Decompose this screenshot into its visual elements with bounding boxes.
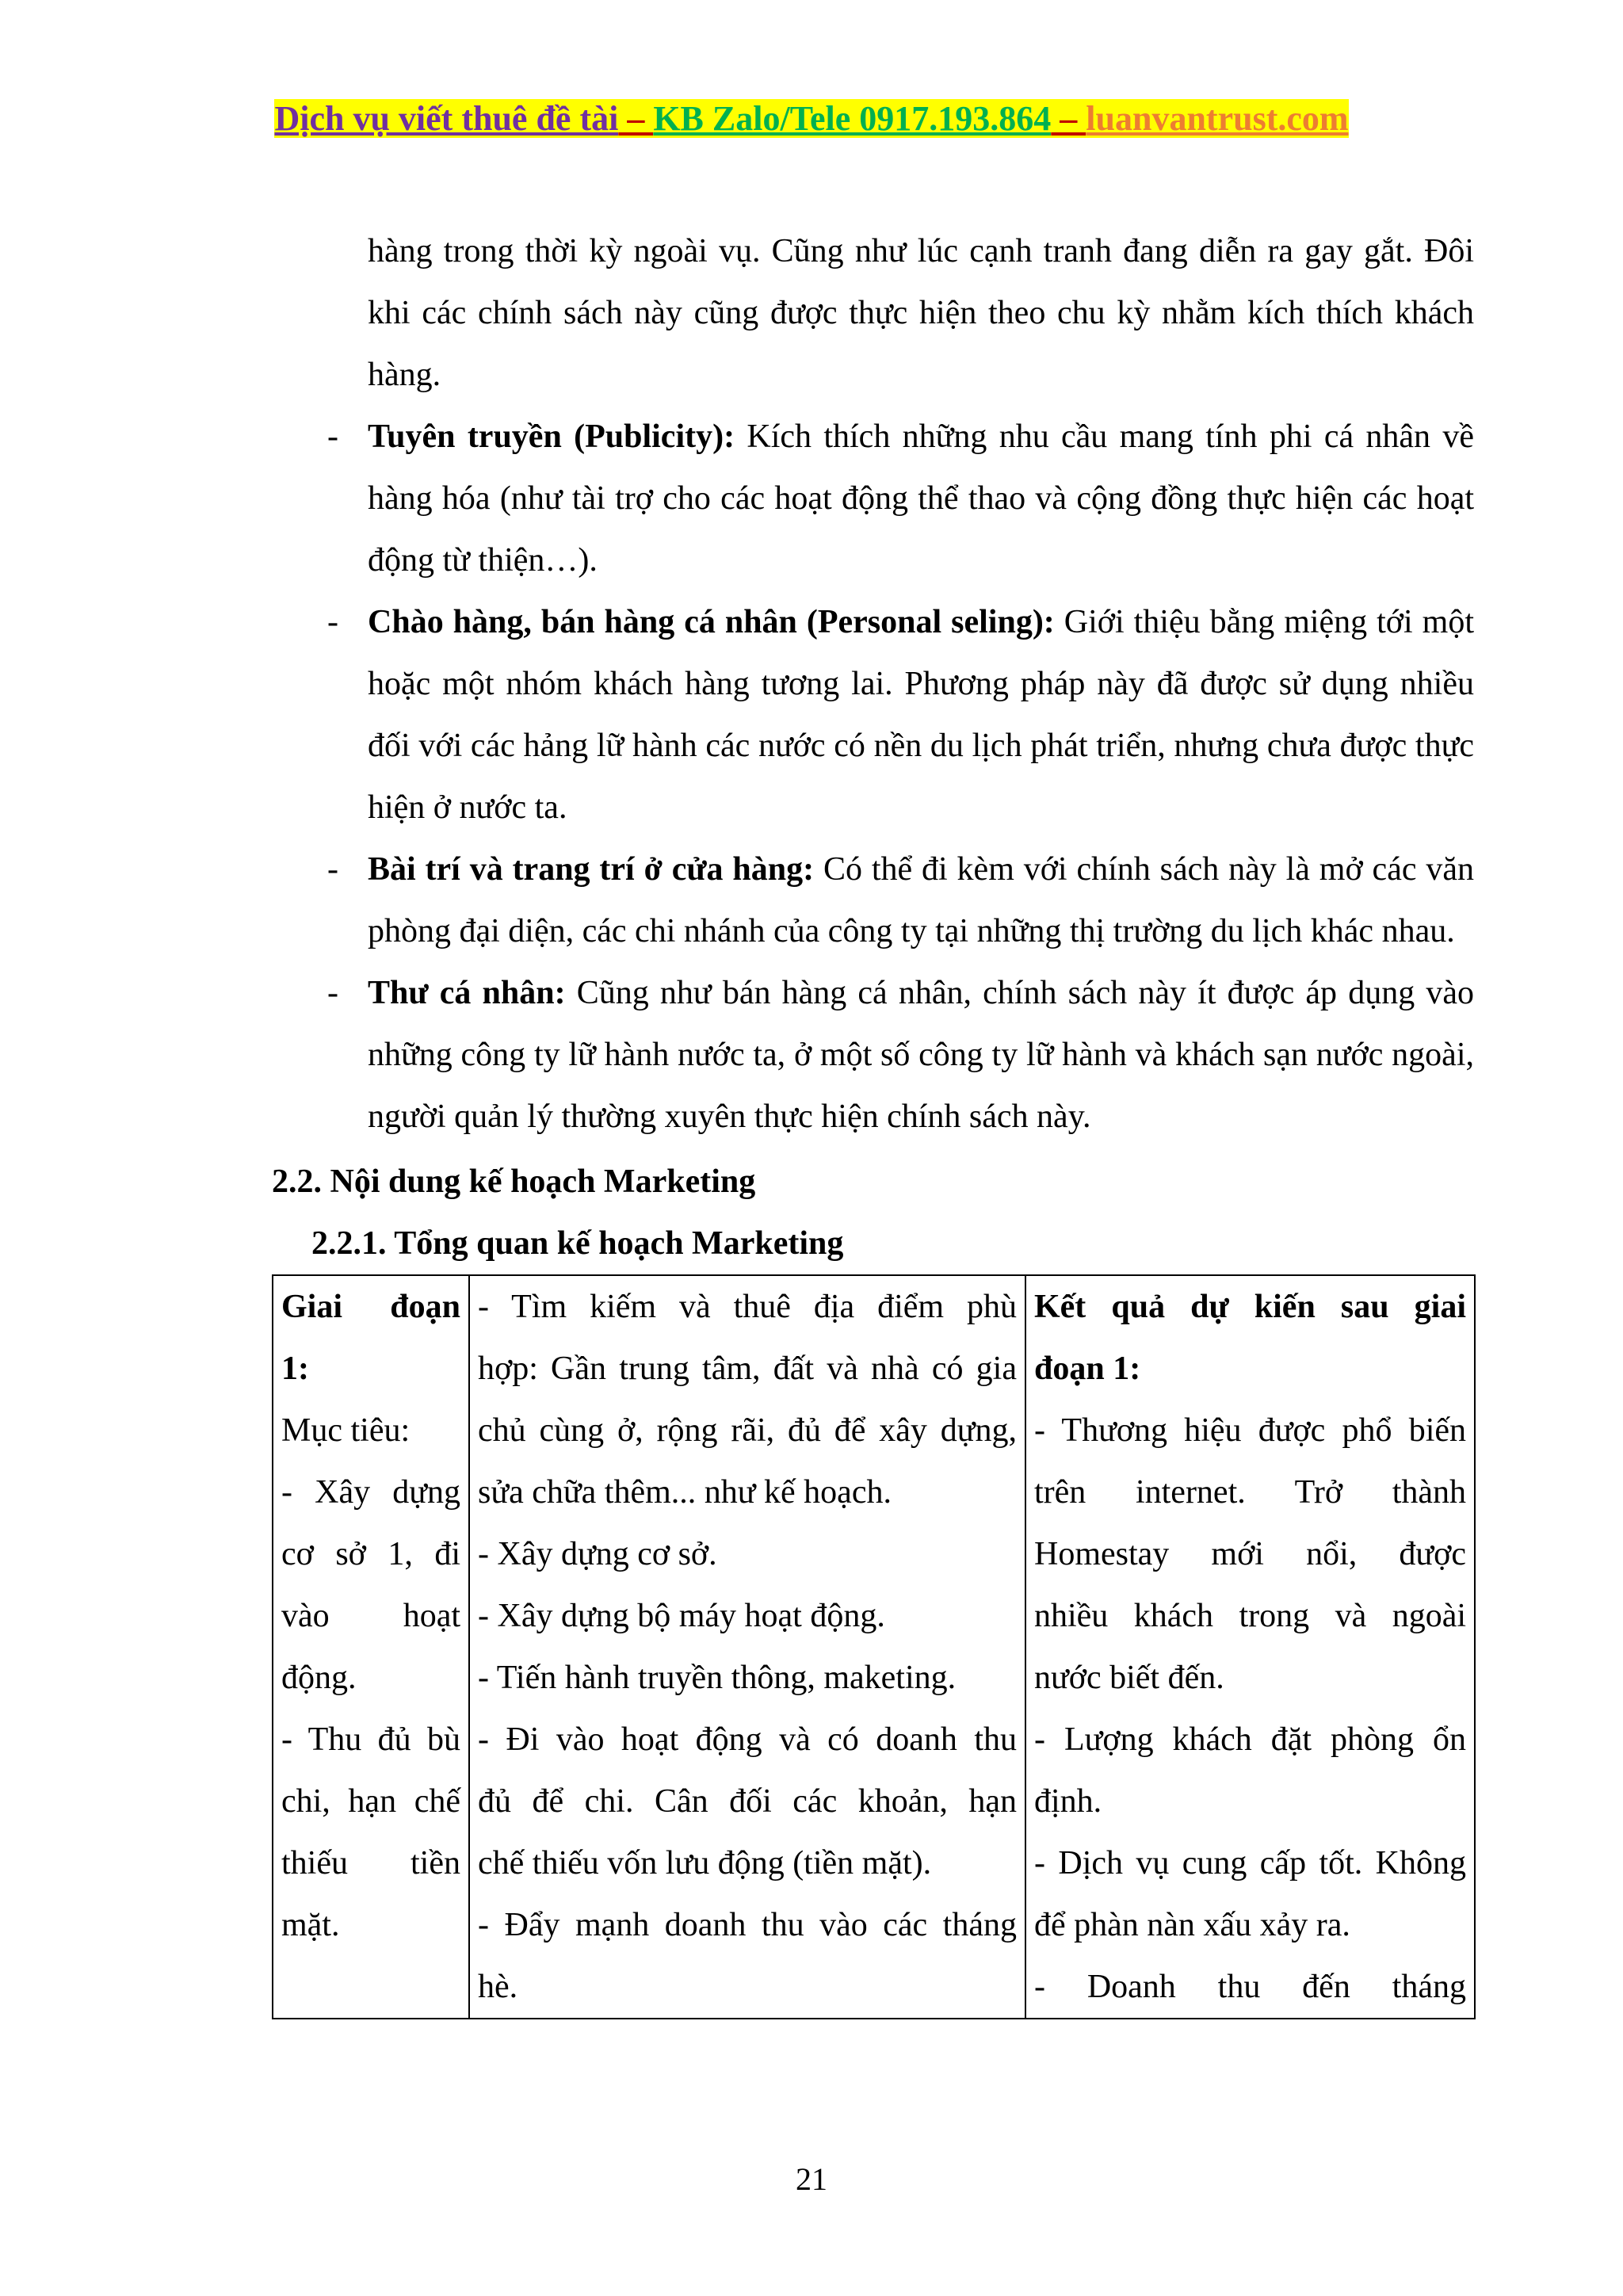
bullet-item <box>272 839 1474 962</box>
bullet-dash: - <box>327 851 338 888</box>
intro-line: Đôi khi các chính sách này cũng được thực hiện theo chu kỳ nhằm kích thích <box>368 233 1475 331</box>
section-heading: 2.2. Nội dung kế hoạch Marketing <box>272 1163 756 1200</box>
bullet-term: Thư cá nhân: <box>368 975 566 1011</box>
cell-line: hợp: Gần trung tâm, đất và nhà có gia <box>478 1350 1017 1387</box>
cell-line: để phàn nàn xấu xảy ra. <box>1034 1907 1350 1943</box>
cell-line: định. <box>1034 1783 1102 1820</box>
bullet-term: Chào hàng, bán hàng cá nhân (Personal seling): <box>368 604 1055 640</box>
header-separator: – <box>618 99 654 138</box>
bullet-text: Cũng như bán hàng cá nhân, chính sách này ít được áp dụng vào những công ty lữ hành nước ta, ở một số công ty lữ hành và khách sạn nước ngoài, người quản lý thường xuyên thực hiện chính sách này. <box>368 975 1475 1135</box>
bullet-item <box>272 406 1474 591</box>
header-website-link[interactable]: luanvantrust.com <box>1086 99 1349 138</box>
bullet-text: Có thể đi kèm với chính sách này là mở các văn phòng đại diện, các chi nhánh của công ty tại những thị trường du lịch khác nhau. <box>368 851 1474 949</box>
cell-line: - Đi vào hoạt động và có doanh thu <box>478 1721 1017 1758</box>
page-number: 21 <box>796 2161 827 2197</box>
bullet-text: Kích thích những nhu cầu mang tính phi cá nhân về hàng hóa (như tài trợ cho các hoạt động thể thao và cộng đồng thực hiện các hoạt động từ thiện…). <box>368 418 1475 579</box>
cell-line: - Tiến hành truyền thông, maketing. <box>478 1660 957 1696</box>
subsection-heading: 2.2.1. Tổng quan kế hoạch Marketing <box>311 1225 844 1262</box>
cell-line: chế thiếu vốn lưu động (tiền mặt). <box>478 1845 932 1881</box>
cell-line: vào hoạt <box>281 1598 460 1634</box>
cell-line: - Lượng khách đặt phòng ổn <box>1034 1721 1466 1758</box>
marketing-plan-table <box>272 1274 1476 2019</box>
cell-line: Kết quả dự kiến sau giai <box>1034 1289 1466 1325</box>
bullet-dash: - <box>327 418 338 455</box>
cell-line: nước biết đến. <box>1034 1660 1224 1696</box>
bullet-term: Tuyên truyền (Publicity): <box>368 418 735 455</box>
cell-line: động. <box>281 1660 357 1696</box>
table-cell-results <box>1025 1275 1475 2019</box>
cell-line: - Xây dựng bộ máy hoạt động. <box>478 1598 885 1634</box>
cell-line: - Doanh thu đến tháng <box>1034 1969 1466 2005</box>
bullet-text: Giới thiệu bằng miệng tới một hoặc một nhóm khách hàng tương lai. Phương pháp này đã được sử dụng nhiều đối với các hảng lữ hành các nước có nền du lịch phát triển, nhưng chưa được thực hiện ở nước ta. <box>368 604 1474 826</box>
cell-line: - Đẩy mạnh doanh thu vào các tháng <box>478 1907 1017 1943</box>
header-service: Dịch vụ viết thuê đề tài <box>274 99 619 138</box>
intro-line: hàng trong thời kỳ ngoài vụ. Cũng như lúc cạnh tranh đang diễn ra gay gắt. <box>368 233 1413 269</box>
cell-line: 1: <box>281 1350 309 1387</box>
cell-line: cơ sở 1, đi <box>281 1536 460 1572</box>
cell-line: - Thu đủ bù <box>281 1721 460 1758</box>
bullet-item <box>272 591 1474 839</box>
cell-line: hè. <box>478 1969 518 2005</box>
bullet-dash: - <box>327 604 338 640</box>
cell-line: thiếu tiền <box>281 1845 460 1881</box>
cell-line: sửa chữa thêm... như kế hoạch. <box>478 1474 892 1511</box>
bullet-list <box>272 406 1474 1148</box>
cell-line: chủ cùng ở, rộng rãi, đủ để xây dựng, <box>478 1412 1017 1449</box>
cell-line: Mục tiêu: <box>281 1412 411 1449</box>
table-cell-actions <box>469 1275 1025 2019</box>
bullet-term: Bài trí và trang trí ở cửa hàng: <box>368 851 815 888</box>
cell-line: đoạn 1: <box>1034 1350 1141 1387</box>
intro-paragraph <box>368 220 1474 406</box>
bullet-item <box>272 962 1474 1148</box>
cell-line: - Xây dựng cơ sở. <box>478 1536 717 1572</box>
table-row <box>273 1275 1475 2019</box>
header-separator: – <box>1051 99 1086 138</box>
header-contact: KB Zalo/Tele 0917.193.864 <box>653 99 1052 138</box>
cell-line: Giai đoạn <box>281 1289 460 1325</box>
bullet-dash: - <box>327 975 338 1011</box>
cell-line: - Xây dựng <box>281 1474 460 1511</box>
table-cell-phase <box>273 1275 469 2019</box>
cell-line: - Tìm kiếm và thuê địa điểm phù <box>478 1289 1017 1325</box>
cell-line: chi, hạn chế <box>281 1783 460 1820</box>
cell-line: đủ để chi. Cân đối các khoản, hạn <box>478 1783 1017 1820</box>
cell-line: - Thương hiệu được phổ biến <box>1034 1412 1466 1449</box>
cell-line: - Dịch vụ cung cấp tốt. Không <box>1034 1845 1466 1881</box>
document-body <box>272 220 1474 2019</box>
cell-line: nhiều khách trong và ngoài <box>1034 1598 1466 1634</box>
cell-line: trên internet. Trở thành <box>1034 1474 1466 1511</box>
cell-line: mặt. <box>281 1907 340 1943</box>
intro-line: khách hàng. <box>368 295 1475 393</box>
header-banner <box>0 94 1623 144</box>
cell-line: Homestay mới nổi, được <box>1034 1536 1466 1572</box>
